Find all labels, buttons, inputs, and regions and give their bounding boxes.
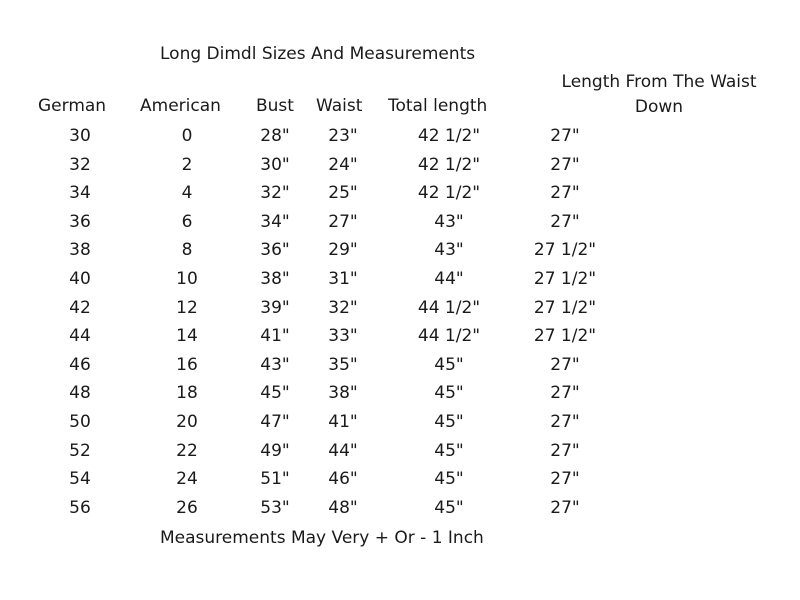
bust-cell: 49" — [260, 440, 290, 461]
bust-cell: 34" — [260, 211, 290, 232]
total-length-cell: 45" — [434, 411, 464, 432]
total-length-cell: 44" — [434, 268, 464, 289]
length-from-waist-cell: 27" — [550, 383, 580, 404]
table-row — [0, 408, 800, 437]
waist-cell: 48" — [328, 497, 358, 518]
total-length-cell: 43" — [434, 240, 464, 261]
waist-cell: 31" — [328, 268, 358, 289]
length-from-waist-cell: 27" — [550, 354, 580, 375]
header-waist: Waist — [316, 96, 363, 116]
total-length-cell: 43" — [434, 211, 464, 232]
german-size-cell: 42 — [69, 297, 91, 318]
total-length-cell: 44 1/2" — [417, 326, 481, 347]
header-bust: Bust — [256, 96, 294, 116]
american-size-cell: 6 — [181, 211, 193, 232]
table-row — [0, 265, 800, 294]
american-size-cell: 22 — [176, 440, 198, 461]
american-size-cell: 18 — [176, 383, 198, 404]
bust-cell: 30" — [260, 154, 290, 175]
table-row — [0, 294, 800, 323]
table-row — [0, 379, 800, 408]
german-size-cell: 52 — [69, 440, 91, 461]
american-size-cell: 14 — [176, 326, 198, 347]
american-size-cell: 24 — [176, 469, 198, 490]
german-size-cell: 56 — [69, 497, 91, 518]
total-length-cell: 44 1/2" — [417, 297, 481, 318]
bust-cell: 39" — [260, 297, 290, 318]
total-length-cell: 45" — [434, 497, 464, 518]
page-title: Long Dimdl Sizes And Measurements — [160, 44, 476, 64]
waist-cell: 41" — [328, 411, 358, 432]
total-length-cell: 42 1/2" — [417, 154, 481, 175]
header-german: German — [38, 96, 107, 116]
german-size-cell: 50 — [69, 411, 91, 432]
german-size-cell: 40 — [69, 268, 91, 289]
american-size-cell: 4 — [181, 183, 193, 204]
total-length-cell: 45" — [434, 383, 464, 404]
waist-cell: 38" — [328, 383, 358, 404]
american-size-cell: 2 — [181, 154, 193, 175]
american-size-cell: 20 — [176, 411, 198, 432]
bust-cell: 38" — [260, 268, 290, 289]
waist-cell: 46" — [328, 469, 358, 490]
length-from-waist-cell: 27" — [550, 497, 580, 518]
table-row — [0, 122, 800, 151]
german-size-cell: 34 — [69, 183, 91, 204]
header-american: American — [140, 96, 221, 116]
table-row — [0, 236, 800, 265]
german-size-cell: 44 — [69, 326, 91, 347]
length-from-waist-cell: 27" — [550, 211, 580, 232]
table-row — [0, 208, 800, 237]
german-size-cell: 48 — [69, 383, 91, 404]
waist-cell: 44" — [328, 440, 358, 461]
waist-cell: 27" — [328, 211, 358, 232]
bust-cell: 32" — [260, 183, 290, 204]
bust-cell: 36" — [260, 240, 290, 261]
bust-cell: 41" — [260, 326, 290, 347]
total-length-cell: 42 1/2" — [417, 183, 481, 204]
waist-cell: 24" — [328, 154, 358, 175]
length-from-waist-cell: 27" — [550, 411, 580, 432]
table-row — [0, 437, 800, 466]
table-row — [0, 465, 800, 494]
table-row — [0, 351, 800, 380]
header-total-length: Total length — [388, 96, 488, 116]
table-row — [0, 151, 800, 180]
bust-cell: 43" — [260, 354, 290, 375]
total-length-cell: 45" — [434, 469, 464, 490]
american-size-cell: 26 — [176, 497, 198, 518]
bust-cell: 53" — [260, 497, 290, 518]
length-from-waist-cell: 27" — [550, 154, 580, 175]
bust-cell: 28" — [260, 126, 290, 146]
bust-cell: 45" — [260, 383, 290, 404]
header-length-from-waist: Length From The Waist Down — [561, 72, 757, 117]
german-size-cell: 32 — [69, 154, 91, 175]
german-size-cell: 30 — [69, 126, 91, 146]
waist-cell: 32" — [328, 297, 358, 318]
length-from-waist-cell: 27 1/2" — [533, 240, 597, 261]
total-length-cell: 42 1/2" — [417, 126, 481, 146]
length-from-waist-cell: 27" — [550, 183, 580, 204]
bust-cell: 51" — [260, 469, 290, 490]
footer-note: Measurements May Very + Or - 1 Inch — [160, 528, 484, 548]
total-length-cell: 45" — [434, 440, 464, 461]
length-from-waist-cell: 27" — [550, 126, 580, 146]
size-table — [0, 122, 800, 522]
german-size-cell: 54 — [69, 469, 91, 490]
table-row — [0, 179, 800, 208]
total-length-cell: 45" — [434, 354, 464, 375]
german-size-cell: 38 — [69, 240, 91, 261]
american-size-cell: 0 — [181, 126, 193, 146]
waist-cell: 33" — [328, 326, 358, 347]
waist-cell: 35" — [328, 354, 358, 375]
length-from-waist-cell: 27 1/2" — [533, 268, 597, 289]
american-size-cell: 12 — [176, 297, 198, 318]
length-from-waist-cell: 27 1/2" — [533, 326, 597, 347]
length-from-waist-cell: 27" — [550, 440, 580, 461]
waist-cell: 29" — [328, 240, 358, 261]
american-size-cell: 16 — [176, 354, 198, 375]
american-size-cell: 10 — [176, 268, 198, 289]
table-row — [0, 322, 800, 351]
table-row — [0, 494, 800, 523]
length-from-waist-cell: 27" — [550, 469, 580, 490]
bust-cell: 47" — [260, 411, 290, 432]
german-size-cell: 46 — [69, 354, 91, 375]
length-from-waist-cell: 27 1/2" — [533, 297, 597, 318]
german-size-cell: 36 — [69, 211, 91, 232]
waist-cell: 25" — [328, 183, 358, 204]
american-size-cell: 8 — [181, 240, 193, 261]
waist-cell: 23" — [328, 126, 358, 146]
